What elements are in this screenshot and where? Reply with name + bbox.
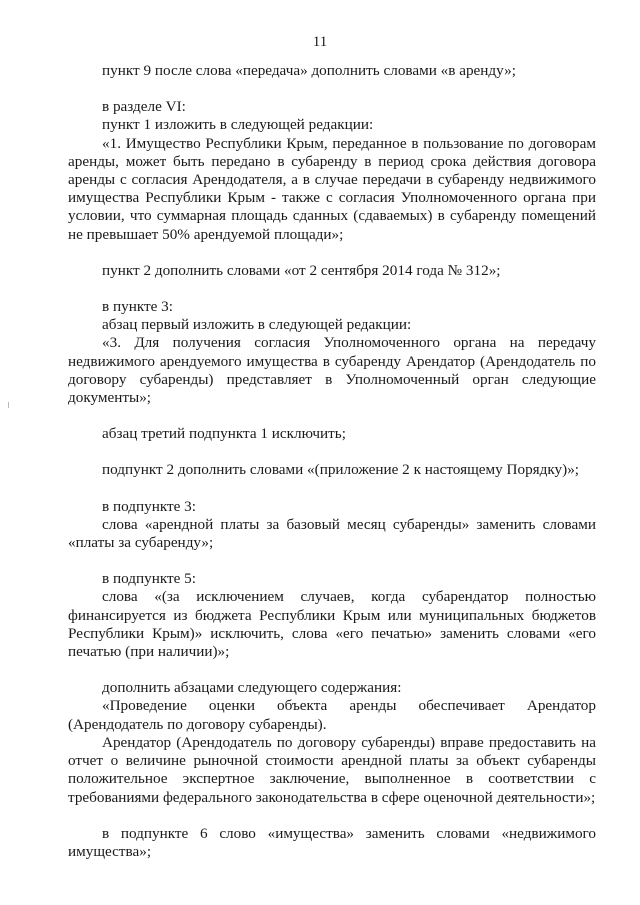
subitem-2-addition: подпункт 2 дополнить словами «(приложение 2 к настоящему Порядку)»; bbox=[102, 461, 580, 479]
subitem-3-replacement: слова «арендной платы за базовый месяц субаренды» заменить словами «платы за субаренду»; bbox=[68, 515, 596, 552]
item-3-new-text: «3. Для получения согласия Уполномоченного органа на передачу недвижимого арендуемого имущества в субаренду Арендатор (Арендодатель по договору субаренды) представляет в Уполномоченный орган следующие документы»; bbox=[68, 334, 596, 407]
subitem-3-heading: в подпункте 3: bbox=[102, 497, 196, 515]
paragraph-item-9: пункт 9 после слова «передача» дополнить словами «в аренду»; bbox=[102, 62, 516, 79]
additional-paragraphs-intro: дополнить абзацами следующего содержания: bbox=[102, 679, 402, 697]
item-2-addition: пункт 2 дополнить словами «от 2 сентября 2014 года № 312»; bbox=[102, 261, 501, 279]
expert-opinion-paragraph: Арендатор (Арендодатель по договору субаренды) вправе предоставить на отчет о величине рыночной стоимости арендной платы за объект субаренды положительное экспертное заключение, выполненное в соответствии с требованиями федерального законодательства в сфере оценочной деятельности»; bbox=[68, 733, 596, 806]
page-number: 11 bbox=[312, 34, 328, 50]
document-body bbox=[68, 62, 596, 861]
appraisal-paragraph: «Проведение оценки объекта аренды обеспечивает Арендатор (Арендодатель по договору субаренды). bbox=[68, 697, 596, 733]
subitem-1-exclusion: абзац третий подпункта 1 исключить; bbox=[102, 425, 346, 443]
item-1-intro: пункт 1 изложить в следующей редакции: bbox=[102, 116, 374, 134]
section-6-heading: в разделе VI: bbox=[102, 98, 186, 116]
item-3-intro: абзац первый изложить в следующей редакции: bbox=[102, 316, 412, 334]
subitem-6-replacement: в подпункте 6 слово «имущества» заменить словами «недвижимого имущества»; bbox=[68, 824, 596, 860]
scan-margin-mark bbox=[8, 402, 9, 408]
item-3-heading: в пункте 3: bbox=[102, 298, 173, 316]
subitem-5-replacement: слова «(за исключением случаев, когда субарендатор полностью финансируется из бюджета Республики Крым или муниципальных бюджетов Республики Крым)» исключить, слова «его печатью» заменить словами «его печатью (при наличии)»; bbox=[68, 588, 596, 661]
item-1-new-text: «1. Имущество Республики Крым, переданное в пользование по договорам аренды, может быть передано в субаренду в период срока действия договора аренды с согласия Арендодателя, а в случае передачи в субаренду недвижимого имущества Республики Крым - также с согласия Уполномоченного органа при условии, что суммарная площадь сданных (сдаваемых) в субаренду помещений не превышает 50% арендуемой площади»; bbox=[68, 134, 596, 243]
subitem-5-heading: в подпункте 5: bbox=[102, 570, 196, 588]
